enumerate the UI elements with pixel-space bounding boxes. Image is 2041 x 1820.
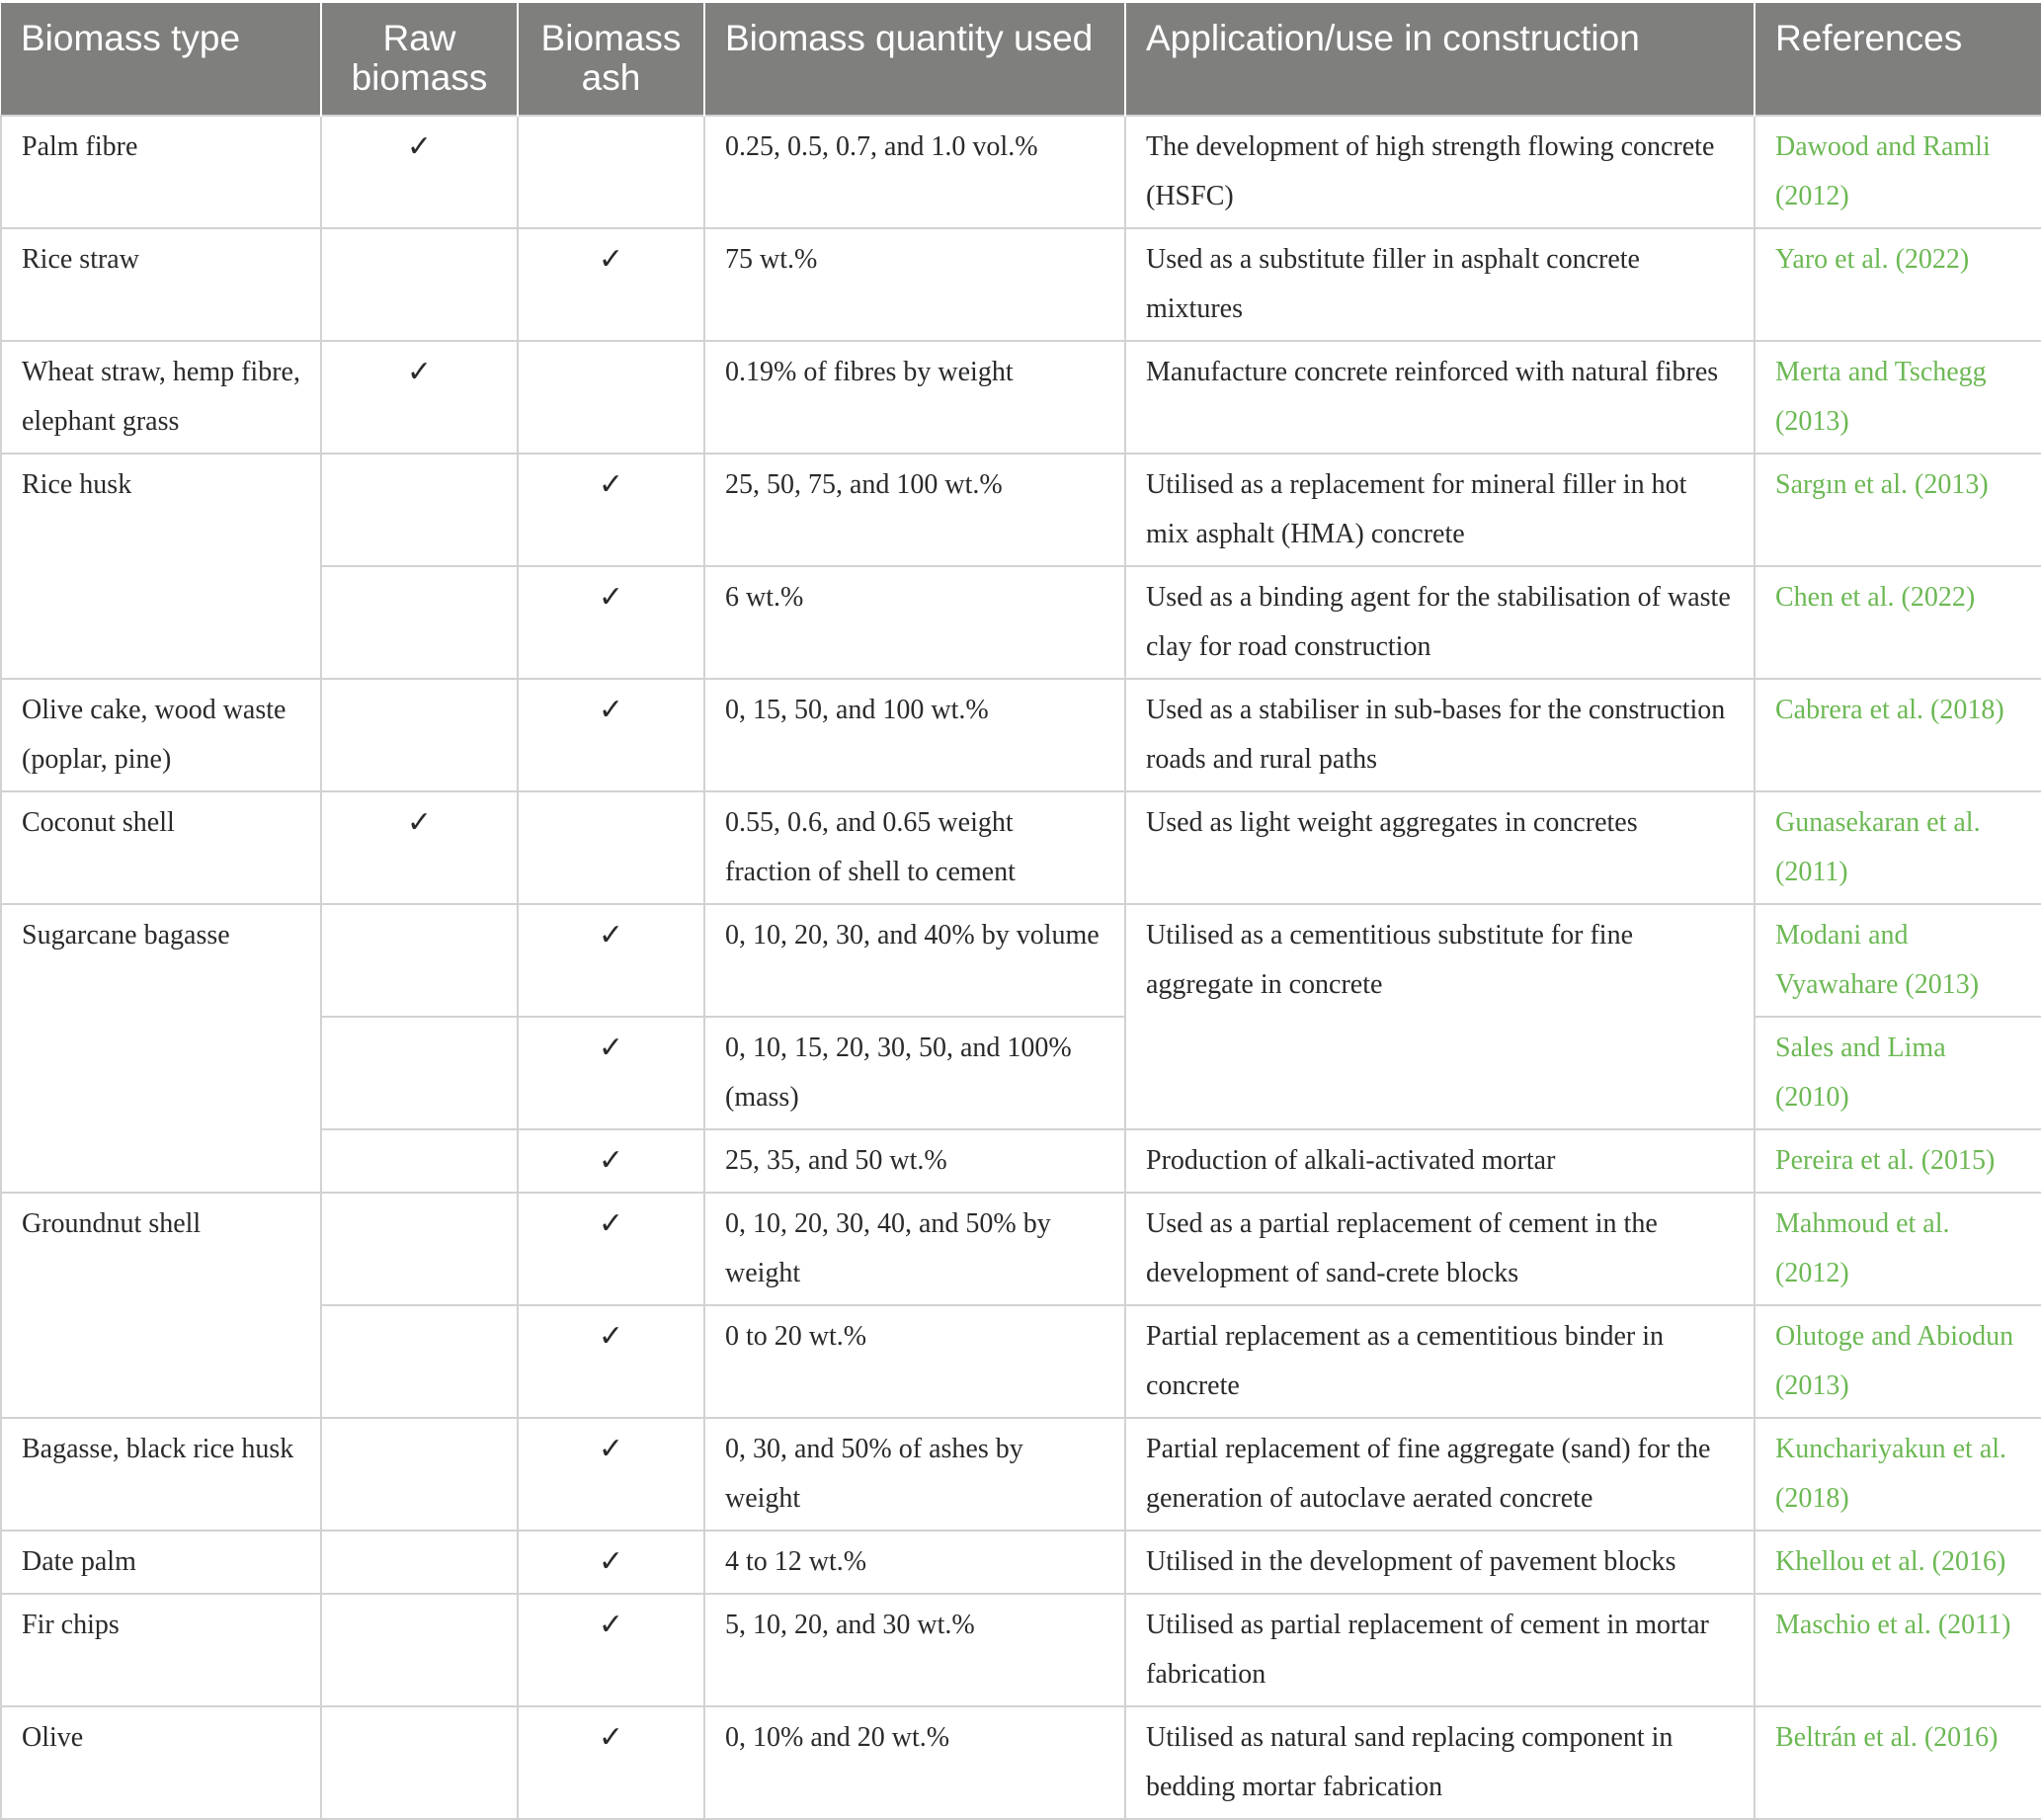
cell-quantity: 0, 10, 15, 20, 30, 50, and 100% (mass) — [704, 1017, 1125, 1129]
cell-application: Utilised as natural sand replacing component in bedding mortar fabrication — [1125, 1706, 1755, 1819]
cell-biomass-ash-check: ✓ — [518, 1418, 704, 1530]
cell-biomass-type: Fir chips — [1, 1594, 321, 1706]
cell-raw-biomass-empty — [321, 679, 518, 791]
cell-application: Used as a binding agent for the stabilisation of waste clay for road construction — [1125, 566, 1755, 679]
cell-quantity: 0, 10% and 20 wt.% — [704, 1706, 1125, 1819]
table-row — [1, 454, 2041, 566]
table-row — [1, 1594, 2041, 1706]
cell-quantity: 0.55, 0.6, and 0.65 weight fraction of shell to cement — [704, 791, 1125, 904]
cell-raw-biomass-check: ✓ — [321, 116, 518, 228]
table-row — [1, 1193, 2041, 1305]
cell-reference-link[interactable]: Cabrera et al. (2018) — [1755, 679, 2041, 791]
table-row — [1, 904, 2041, 1017]
cell-reference-link[interactable]: Maschio et al. (2011) — [1755, 1594, 2041, 1706]
cell-application: Partial replacement as a cementitious binder in concrete — [1125, 1305, 1755, 1418]
cell-biomass-type: Groundnut shell — [1, 1193, 321, 1418]
table-body — [1, 116, 2041, 1819]
cell-raw-biomass-empty — [321, 1530, 518, 1594]
cell-biomass-ash-check: ✓ — [518, 1706, 704, 1819]
cell-biomass-type: Date palm — [1, 1530, 321, 1594]
cell-biomass-type: Palm fibre — [1, 116, 321, 228]
cell-raw-biomass-empty — [321, 1305, 518, 1418]
cell-biomass-type: Coconut shell — [1, 791, 321, 904]
biomass-construction-table — [0, 3, 2041, 1820]
header-quantity: Biomass quantity used — [704, 3, 1125, 116]
cell-biomass-type: Sugarcane bagasse — [1, 904, 321, 1193]
cell-application: Utilised in the development of pavement blocks — [1125, 1530, 1755, 1594]
cell-reference-link[interactable]: Khellou et al. (2016) — [1755, 1530, 2041, 1594]
cell-biomass-type: Wheat straw, hemp fibre, elephant grass — [1, 341, 321, 454]
cell-application: Used as light weight aggregates in concretes — [1125, 791, 1755, 904]
header-references: References — [1755, 3, 2041, 116]
cell-reference-link[interactable]: Modani and Vyawahare (2013) — [1755, 904, 2041, 1017]
cell-raw-biomass-empty — [321, 566, 518, 679]
cell-application: Utilised as a replacement for mineral filler in hot mix asphalt (HMA) concrete — [1125, 454, 1755, 566]
cell-reference-link[interactable]: Kunchariyakun et al. (2018) — [1755, 1418, 2041, 1530]
table-header — [1, 3, 2041, 116]
cell-biomass-ash-check: ✓ — [518, 566, 704, 679]
cell-reference-link[interactable]: Mahmoud et al. (2012) — [1755, 1193, 2041, 1305]
table-row — [1, 1530, 2041, 1594]
cell-biomass-ash-check: ✓ — [518, 904, 704, 1017]
cell-quantity: 0, 15, 50, and 100 wt.% — [704, 679, 1125, 791]
table-row — [1, 228, 2041, 341]
cell-quantity: 25, 50, 75, and 100 wt.% — [704, 454, 1125, 566]
cell-quantity: 25, 35, and 50 wt.% — [704, 1129, 1125, 1193]
cell-reference-link[interactable]: Sales and Lima (2010) — [1755, 1017, 2041, 1129]
cell-quantity: 0, 10, 20, 30, and 40% by volume — [704, 904, 1125, 1017]
header-row — [1, 3, 2041, 116]
cell-raw-biomass-empty — [321, 1594, 518, 1706]
cell-quantity: 75 wt.% — [704, 228, 1125, 341]
cell-raw-biomass-empty — [321, 454, 518, 566]
table-row — [1, 116, 2041, 228]
cell-raw-biomass-check: ✓ — [321, 791, 518, 904]
cell-quantity: 6 wt.% — [704, 566, 1125, 679]
cell-quantity: 0, 10, 20, 30, 40, and 50% by weight — [704, 1193, 1125, 1305]
table-row — [1, 1706, 2041, 1819]
cell-biomass-ash-check: ✓ — [518, 228, 704, 341]
table-row — [1, 341, 2041, 454]
cell-biomass-ash-check: ✓ — [518, 1017, 704, 1129]
cell-application: Used as a substitute filler in asphalt concrete mixtures — [1125, 228, 1755, 341]
cell-quantity: 0 to 20 wt.% — [704, 1305, 1125, 1418]
cell-application: Used as a stabiliser in sub-bases for the construction roads and rural paths — [1125, 679, 1755, 791]
cell-application: Utilised as a cementitious substitute for fine aggregate in concrete — [1125, 904, 1755, 1129]
cell-biomass-ash-check: ✓ — [518, 1594, 704, 1706]
cell-application: Manufacture concrete reinforced with natural fibres — [1125, 341, 1755, 454]
table-row — [1, 679, 2041, 791]
cell-reference-link[interactable]: Olutoge and Abiodun (2013) — [1755, 1305, 2041, 1418]
cell-reference-link[interactable]: Gunasekaran et al. (2011) — [1755, 791, 2041, 904]
header-application: Application/use in construction — [1125, 3, 1755, 116]
cell-reference-link[interactable]: Merta and Tschegg (2013) — [1755, 341, 2041, 454]
cell-quantity: 0, 30, and 50% of ashes by weight — [704, 1418, 1125, 1530]
cell-raw-biomass-empty — [321, 904, 518, 1017]
cell-raw-biomass-empty — [321, 228, 518, 341]
header-raw-biomass: Raw biomass — [321, 3, 518, 116]
table-row — [1, 1418, 2041, 1530]
cell-biomass-ash-check: ✓ — [518, 454, 704, 566]
cell-reference-link[interactable]: Pereira et al. (2015) — [1755, 1129, 2041, 1193]
cell-reference-link[interactable]: Chen et al. (2022) — [1755, 566, 2041, 679]
cell-raw-biomass-empty — [321, 1418, 518, 1530]
cell-application: Production of alkali-activated mortar — [1125, 1129, 1755, 1193]
cell-reference-link[interactable]: Beltrán et al. (2016) — [1755, 1706, 2041, 1819]
cell-quantity: 0.25, 0.5, 0.7, and 1.0 vol.% — [704, 116, 1125, 228]
cell-application: Partial replacement of fine aggregate (sand) for the generation of autoclave aerated concrete — [1125, 1418, 1755, 1530]
cell-biomass-ash-check: ✓ — [518, 679, 704, 791]
cell-raw-biomass-check: ✓ — [321, 341, 518, 454]
cell-reference-link[interactable]: Yaro et al. (2022) — [1755, 228, 2041, 341]
cell-raw-biomass-empty — [321, 1017, 518, 1129]
cell-application: Utilised as partial replacement of cement in mortar fabrication — [1125, 1594, 1755, 1706]
cell-biomass-ash-empty — [518, 116, 704, 228]
cell-biomass-type: Bagasse, black rice husk — [1, 1418, 321, 1530]
header-biomass-ash: Biomass ash — [518, 3, 704, 116]
cell-biomass-ash-empty — [518, 341, 704, 454]
cell-application: Used as a partial replacement of cement in the development of sand-crete blocks — [1125, 1193, 1755, 1305]
cell-quantity: 4 to 12 wt.% — [704, 1530, 1125, 1594]
cell-raw-biomass-empty — [321, 1706, 518, 1819]
cell-biomass-ash-empty — [518, 791, 704, 904]
cell-reference-link[interactable]: Dawood and Ramli (2012) — [1755, 116, 2041, 228]
header-biomass-type: Biomass type — [1, 3, 321, 116]
cell-application: The development of high strength flowing concrete (HSFC) — [1125, 116, 1755, 228]
cell-raw-biomass-empty — [321, 1193, 518, 1305]
cell-reference-link[interactable]: Sargın et al. (2013) — [1755, 454, 2041, 566]
cell-quantity: 5, 10, 20, and 30 wt.% — [704, 1594, 1125, 1706]
cell-biomass-ash-check: ✓ — [518, 1129, 704, 1193]
cell-raw-biomass-empty — [321, 1129, 518, 1193]
cell-biomass-type: Rice husk — [1, 454, 321, 679]
cell-quantity: 0.19% of fibres by weight — [704, 341, 1125, 454]
cell-biomass-ash-check: ✓ — [518, 1305, 704, 1418]
cell-biomass-ash-check: ✓ — [518, 1193, 704, 1305]
cell-biomass-type: Olive — [1, 1706, 321, 1819]
cell-biomass-type: Rice straw — [1, 228, 321, 341]
table-row — [1, 791, 2041, 904]
cell-biomass-type: Olive cake, wood waste (poplar, pine) — [1, 679, 321, 791]
cell-biomass-ash-check: ✓ — [518, 1530, 704, 1594]
